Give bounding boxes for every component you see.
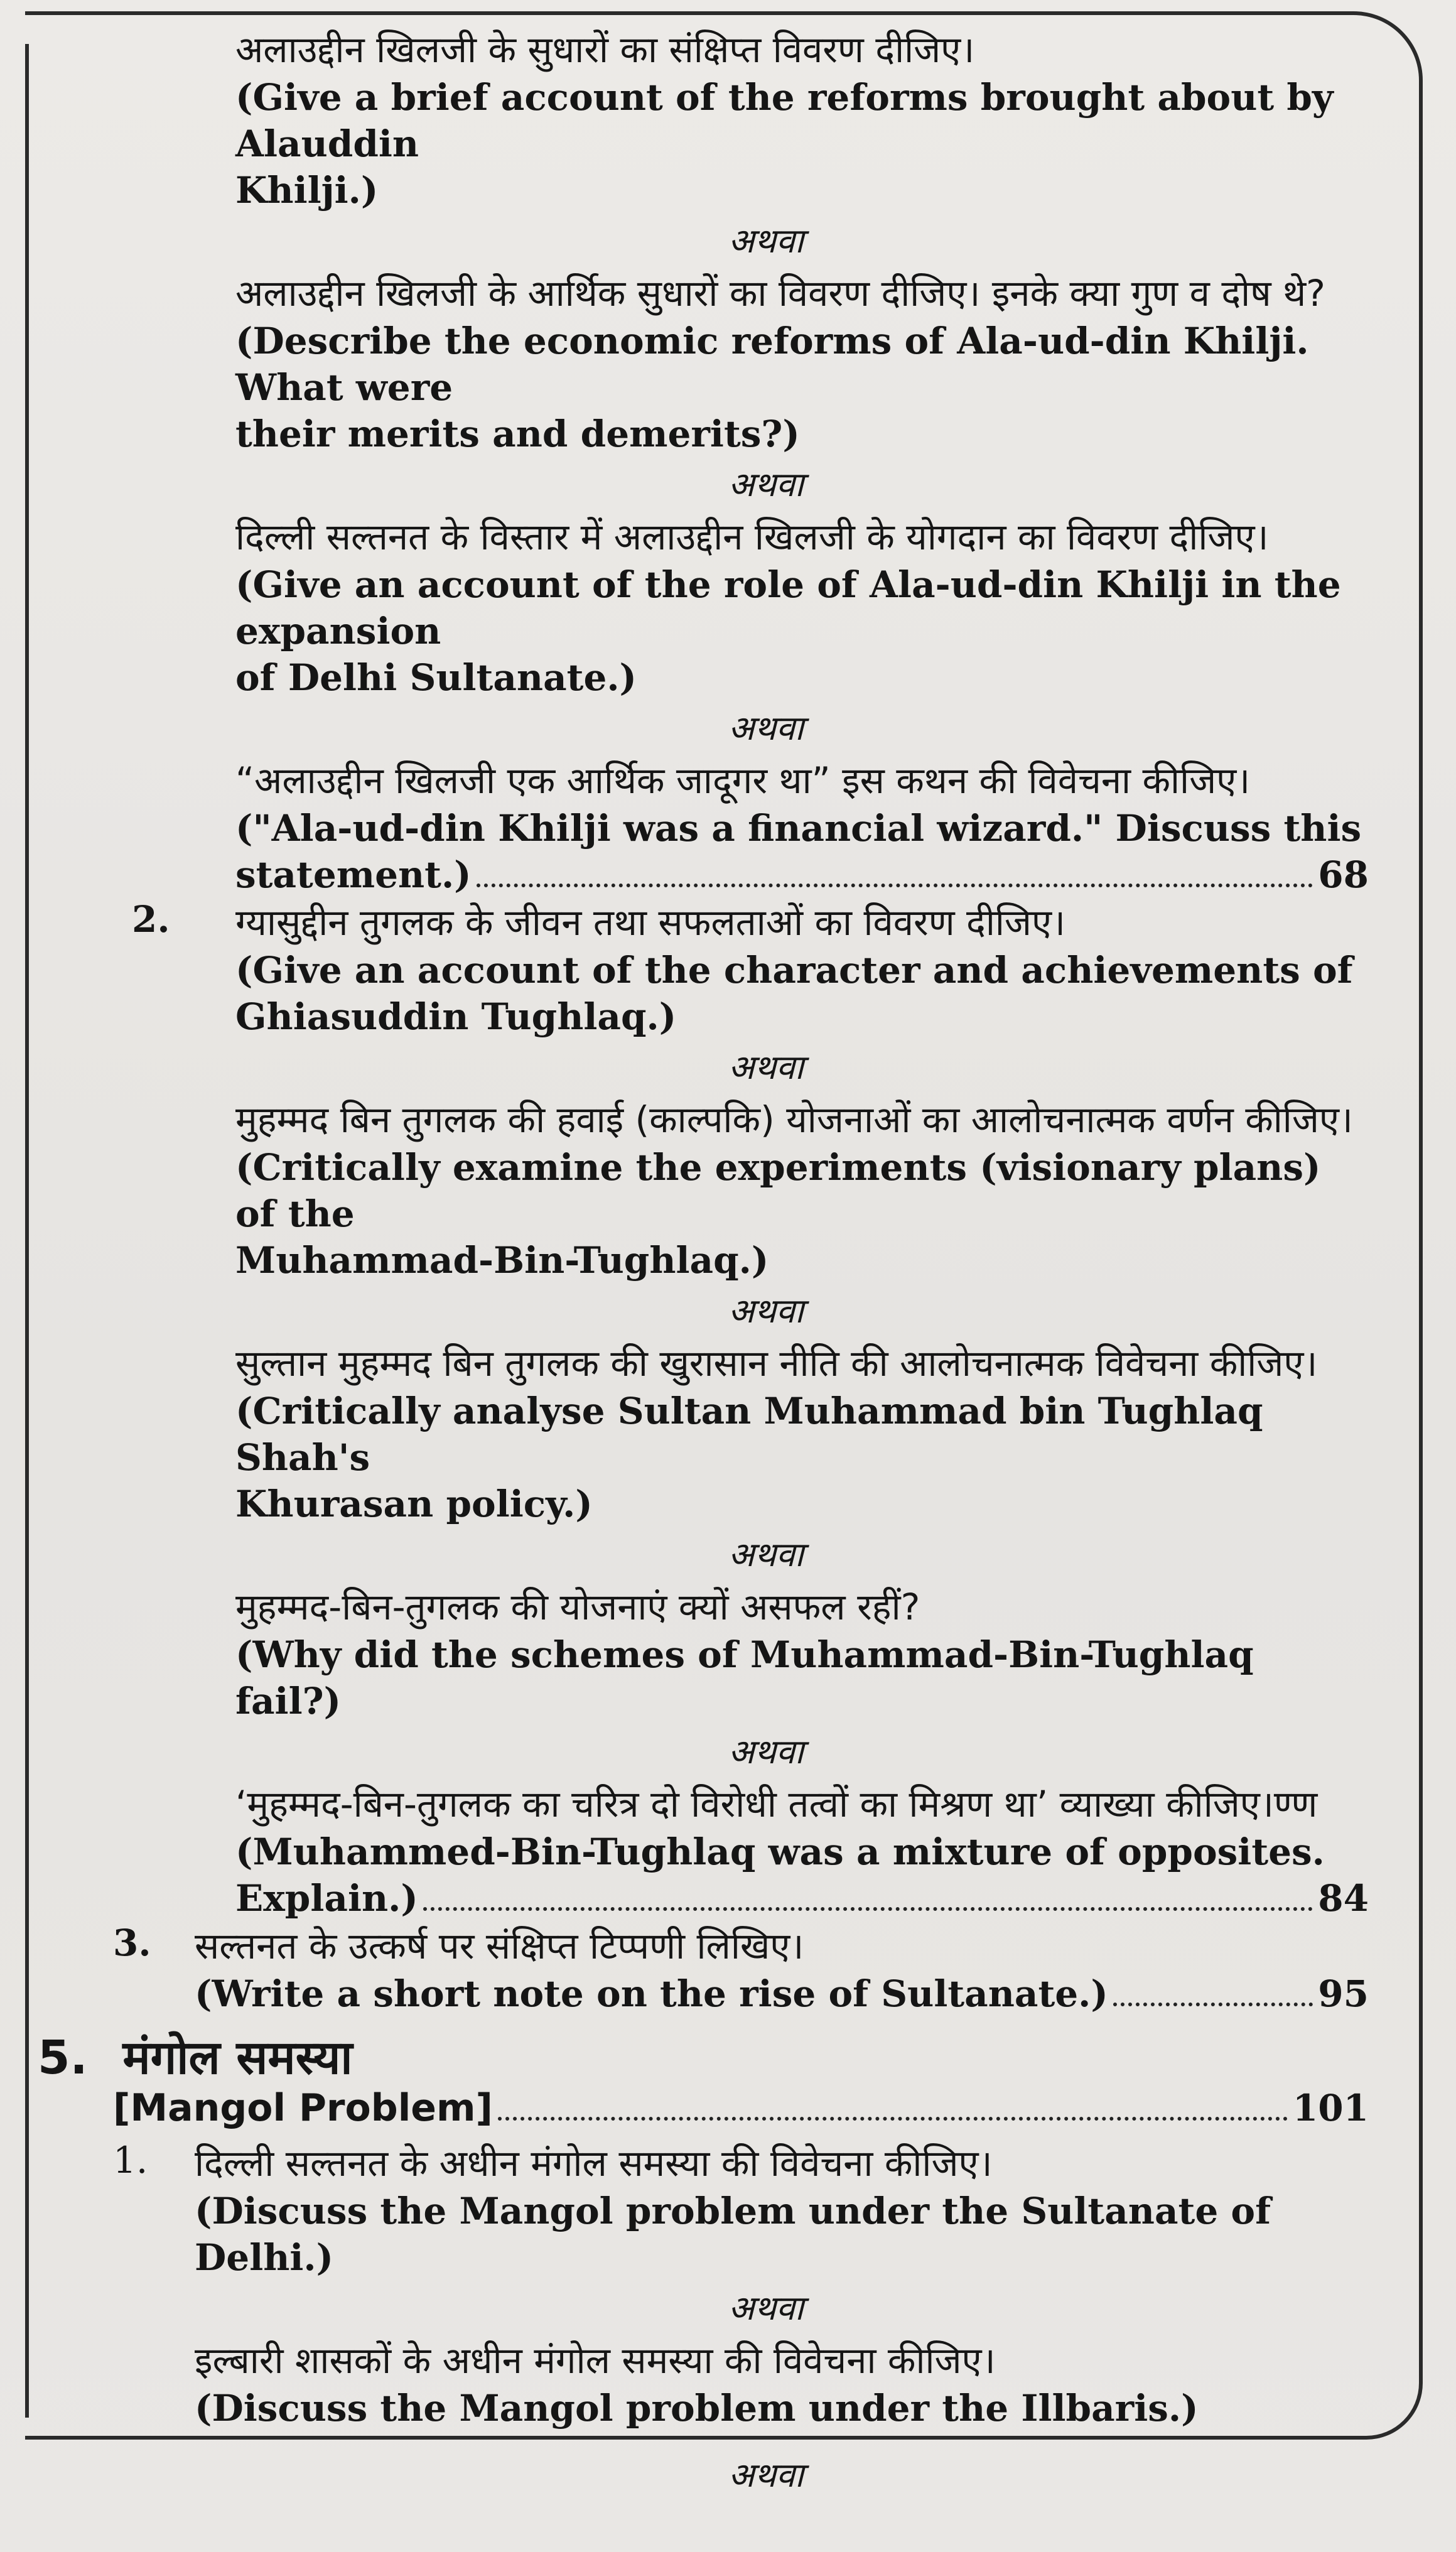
toc-entry-line xyxy=(38,1971,1369,2017)
or-separator: अथवा xyxy=(728,1535,804,1574)
question-english: Ghiasuddin Tughlaq.) xyxy=(235,995,677,1038)
question-hindi: “अलाउद्दीन खिलजी एक आर्थिक जादूगर था” इस कथन की विवेचना कीजिए। xyxy=(235,759,1251,802)
or-separator: अथवा xyxy=(728,1291,804,1331)
or-separator: अथवा xyxy=(728,1732,804,1771)
dot-leader xyxy=(423,1907,1313,1911)
question-english: Explain.) xyxy=(235,1877,418,1920)
dot-leader xyxy=(498,2117,1288,2121)
question-english: (Discuss the Mangol problem under the Sultanate of Delhi.) xyxy=(195,2190,1271,2279)
question-english: Khurasan policy.) xyxy=(235,1483,593,1525)
page-border-left xyxy=(25,44,29,2418)
or-separator: अथवा xyxy=(728,221,804,261)
question-english: ("Ala-ud-din Khilji was a financial wizard." Discuss this xyxy=(235,807,1362,850)
or-separator: अथवा xyxy=(728,2288,804,2328)
question-hindi: ‘मुहम्मद-बिन-तुगलक का चरित्र दो विरोधी तत्वों का मिश्रण था’ व्याख्या कीजिए।ण्ण xyxy=(235,1783,1318,1825)
question-english: (Why did the schemes of Muhammad-Bin-Tughlaq fail?) xyxy=(235,1633,1254,1722)
question-hindi: दिल्ली सल्तनत के अधीन मंगोल समस्या की विवेचना कीजिए। xyxy=(195,2142,993,2185)
question-english: (Muhammed-Bin-Tughlaq was a mixture of opposites. xyxy=(235,1830,1325,1873)
question-number: 1. xyxy=(113,2139,148,2182)
question-number: 2. xyxy=(132,898,170,941)
question-hindi: ग्यासुद्दीन तुगलक के जीवन तथा सफलताओं का विवरण दीजिए। xyxy=(235,901,1065,944)
question-english: statement.) xyxy=(235,853,472,896)
question-number: 3. xyxy=(113,1922,151,1964)
page-number: 95 xyxy=(1318,1972,1369,2015)
question-english: Muhammad-Bin-Tughlaq.) xyxy=(235,1239,769,1282)
question-english: (Write a short note on the rise of Sultanate.) xyxy=(195,1972,1108,2015)
question-english: (Discuss the Mangol problem under the Illbaris.) xyxy=(195,2387,1199,2430)
question-english: their merits and demerits?) xyxy=(235,413,800,455)
page-number: 84 xyxy=(1318,1877,1369,1920)
toc-entry-line xyxy=(38,1875,1369,1922)
question-3 xyxy=(38,1922,1369,2017)
question-english: (Critically analyse Sultan Muhammad bin Tughlaq Shah's xyxy=(235,1390,1263,1479)
question-hindi: मुहम्मद बिन तुगलक की हवाई (काल्पकि) योजनाओं का आलोचनात्मक वर्णन कीजिए। xyxy=(235,1098,1353,1141)
page-number: 68 xyxy=(1318,853,1369,896)
or-separator: अथवा xyxy=(728,2455,804,2495)
question-hindi: सुल्तान मुहम्मद बिन तुगलक की खुरासान नीति की आलोचनात्मक विवेचना कीजिए। xyxy=(235,1342,1318,1385)
question-hindi: दिल्ली सल्तनत के विस्तार में अलाउद्दीन खिलजी के योगदान का विवरण दीजिए। xyxy=(235,516,1269,558)
question-english: (Give a brief account of the reforms brought about by Alauddin xyxy=(235,76,1334,165)
toc-entry-line xyxy=(38,2086,1369,2130)
question-1-continued xyxy=(38,25,1369,898)
question-hindi: अलाउद्दीन खिलजी के सुधारों का संक्षिप्त विवरण दीजिए। xyxy=(235,28,975,71)
dot-leader xyxy=(477,884,1313,887)
question-hindi: अलाउद्दीन खिलजी के आर्थिक सुधारों का विवरण दीजिए। इनके क्या गुण व दोष थे? xyxy=(235,272,1325,315)
question-english: (Critically examine the experiments (visionary plans) of the xyxy=(235,1146,1321,1235)
question-hindi: सल्तनत के उत्कर्ष पर संक्षिप्त टिप्पणी लिखिए। xyxy=(195,1925,804,1967)
section-number: 5. xyxy=(38,2031,88,2085)
section-title-english: [Mangol Problem] xyxy=(113,2086,493,2130)
or-separator: अथवा xyxy=(728,708,804,748)
or-separator: अथवा xyxy=(728,465,804,504)
question-english: (Describe the economic reforms of Ala-ud-din Khilji. What were xyxy=(235,320,1309,409)
question-english: (Give an account of the role of Ala-ud-din Khilji in the expansion xyxy=(235,563,1341,652)
section-title xyxy=(38,2030,1369,2086)
question-english: of Delhi Sultanate.) xyxy=(235,656,637,699)
page-number: 101 xyxy=(1292,2087,1369,2129)
or-separator: अथवा xyxy=(728,1047,804,1087)
question-2 xyxy=(38,898,1369,1922)
question-english: Khilji.) xyxy=(235,169,379,212)
question-hindi: इल्बारी शासकों के अधीन मंगोल समस्या की विवेचना कीजिए। xyxy=(195,2339,996,2382)
toc-entry-line xyxy=(38,852,1369,898)
section-5-question-1 xyxy=(38,2139,1369,2501)
table-of-contents xyxy=(38,25,1369,2493)
section-5 xyxy=(38,2030,1369,2501)
section-title-hindi: मंगोल समस्या xyxy=(122,2031,353,2085)
question-hindi: मुहम्मद-बिन-तुगलक की योजनाएं क्यों असफल रहीं? xyxy=(235,1586,920,1628)
dot-leader xyxy=(1113,2003,1313,2006)
question-english: (Give an account of the character and achievements of xyxy=(235,949,1353,992)
